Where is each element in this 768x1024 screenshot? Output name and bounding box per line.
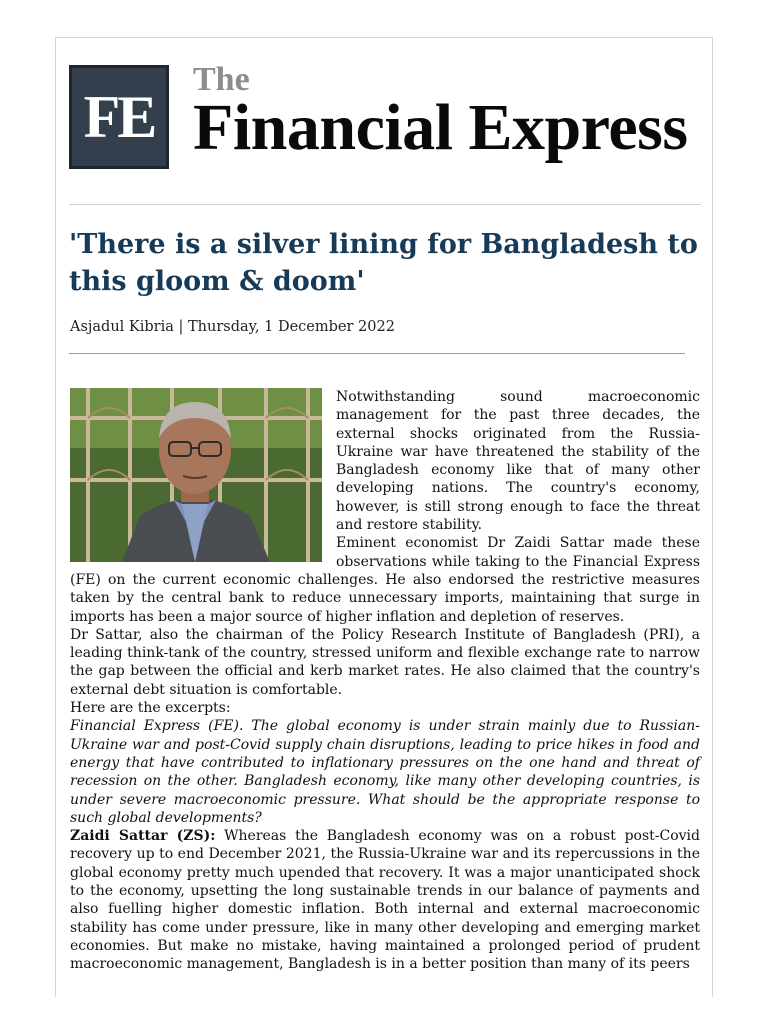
answer-speaker: Zaidi Sattar (ZS): bbox=[70, 828, 216, 845]
fe-logo-mark[interactable] bbox=[69, 65, 169, 169]
paragraph-excerpts-intro: Here are the excerpts: bbox=[70, 700, 231, 717]
byline bbox=[70, 319, 395, 335]
portrait-photo-icon bbox=[70, 388, 322, 562]
article-body bbox=[70, 388, 700, 974]
article-headline: 'There is a silver lining for Bangladesh to this gloom & doom' bbox=[69, 229, 698, 297]
interview-answer-1 bbox=[70, 827, 700, 973]
byline-divider bbox=[69, 353, 685, 354]
byline-separator: | bbox=[178, 319, 184, 335]
masthead[interactable] bbox=[69, 61, 701, 175]
publication-name: Financial Express bbox=[193, 91, 688, 164]
paragraph-background: Dr Sattar, also the chairman of the Policy Research Institute of Bangladesh (PRI), a leading think-tank of the country, stressed uniform and flexible exchange rate to narrow the gap between the official and kerb market rates. He also claimed that the country's external debt situation is comfortable. bbox=[70, 626, 700, 698]
author-name: Asjadul Kibria bbox=[70, 319, 174, 335]
publish-date: Thursday, 1 December 2022 bbox=[188, 319, 395, 335]
paragraph-intro: Notwithstanding sound macroeconomic management for the past three decades, the external shocks originated from the Russia-Ukraine war have threatened the stability of the Bangladesh economy like that of many other developing nations. The country's economy, however, is still strong enough to face the threat and restore stability. bbox=[336, 389, 700, 534]
masthead-divider bbox=[69, 204, 701, 205]
fe-logo-text: FE bbox=[83, 84, 155, 150]
article-page bbox=[55, 37, 713, 997]
interview-question-1: Financial Express (FE). The global economy is under strain mainly due to Russian-Ukraine war and post-Covid supply chain disruptions, leading to price hikes in food and energy that have contributed to inflationary pressures on the one hand and threat of recession on the other. Bangladesh economy, like many other developing countries, is under severe macroeconomic pressure. What should be the appropriate response to such global developments? bbox=[70, 718, 700, 826]
masthead-the: The bbox=[193, 61, 250, 98]
answer-text: Whereas the Bangladesh economy was on a robust post-Covid recovery up to end December 2021, the Russia-Ukraine war and its repercussions in the global economy pretty much upended that recovery. It was a major unanticipated shock to the economy, upsetting the long sustainable trends in our balance of payments and also fuelling higher domestic inflation. Both internal and external macroeconomic stability has come under pressure, like in many other developing and emerging market economies. But make no mistake, having maintained a prolonged period of prudent macroeconomic management, Bangladesh is in a better position than many of its peers bbox=[70, 828, 701, 973]
paragraph-observations: Eminent economist Dr Zaidi Sattar made these observations while taking to the Financial Express (FE) on the current economic challenges. He also endorsed the restrictive measures taken by the central bank to reduce unnecessary imports, maintaining that surge in imports has been a major source of higher inflation and depletion of reserves. bbox=[70, 535, 700, 625]
